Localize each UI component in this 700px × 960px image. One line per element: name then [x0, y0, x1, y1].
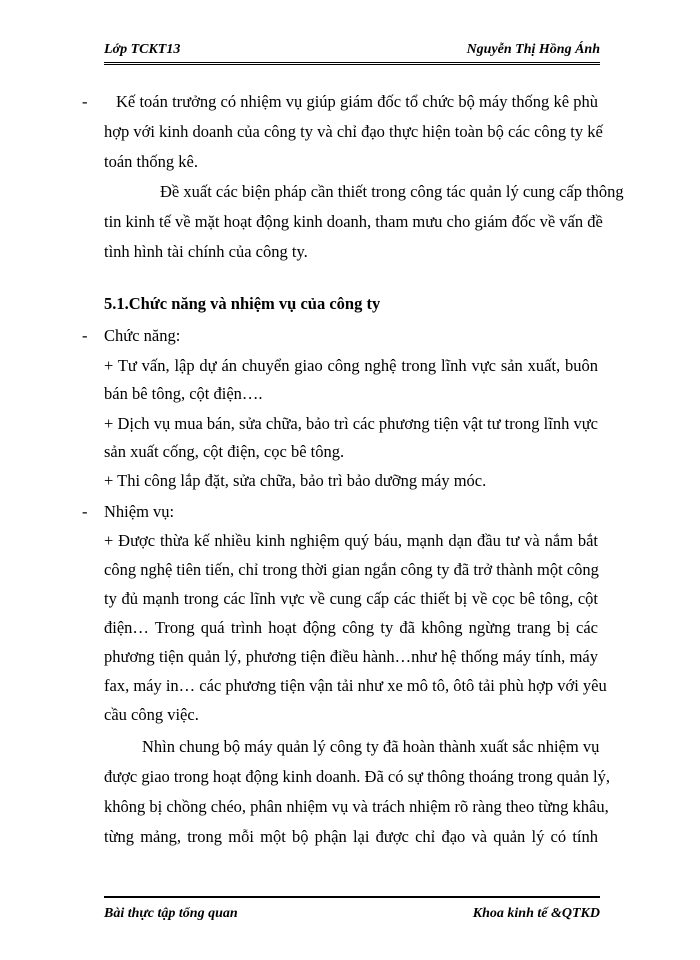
duties-label: Nhiệm vụ:	[104, 502, 175, 521]
bullet-dash: -	[82, 502, 88, 521]
page-footer	[104, 896, 600, 922]
paragraph-line: toán thống kê.	[104, 152, 198, 171]
paragraph-line: được giao trong hoạt động kinh doanh. Đã có sự thông thoáng trong quản lý,	[104, 767, 610, 786]
paragraph-line: tin kinh tế về mặt hoạt động kinh doanh, tham mưu cho giám đốc về vấn đề	[104, 212, 603, 231]
list-item-line: + Thi công lắp đặt, sửa chữa, bảo trì bảo dưỡng máy móc.	[104, 471, 487, 490]
list-item-line: cầu công việc.	[104, 705, 199, 724]
list-item-line: ty đủ mạnh trong các lĩnh vực về cung cấp các thiết bị về cọc bê tông, cột	[104, 589, 598, 608]
section-heading: 5.1.Chức năng và nhiệm vụ của công ty	[104, 294, 381, 313]
paragraph-line: Đề xuất các biện pháp cần thiết trong công tác quản lý cung cấp thông	[160, 182, 624, 201]
list-item-line: bán bê tông, cột điện….	[104, 384, 263, 403]
footer-department: Khoa kinh tế &QTKD	[472, 906, 600, 921]
paragraph-line: Kế toán trưởng có nhiệm vụ giúp giám đốc tổ chức bộ máy thống kê phù	[116, 92, 598, 111]
page-header	[104, 40, 600, 65]
header-class: Lớp TCKT13	[104, 42, 181, 57]
paragraph-line: hợp với kinh doanh của công ty và chỉ đạo thực hiện toàn bộ các công ty kế	[104, 122, 603, 141]
list-item-line: công nghệ tiên tiến, chỉ trong thời gian ngắn công ty đã trở thành một công	[104, 560, 599, 579]
paragraph-line: từng mảng, trong mỗi một bộ phận lại được chỉ đạo và quản lý có tính	[104, 827, 598, 846]
bullet-dash: -	[82, 326, 88, 345]
list-item-line: sản xuất cống, cột điện, cọc bê tông.	[104, 442, 345, 461]
list-item-line: fax, máy in… các phương tiện vận tải như xe mô tô, ôtô tải phù hợp với yêu	[104, 676, 607, 695]
paragraph-line: tình hình tài chính của công ty.	[104, 242, 308, 261]
header-author: Nguyễn Thị Hồng Ánh	[466, 42, 600, 57]
paragraph-line: Nhìn chung bộ máy quản lý công ty đã hoàn thành xuất sắc nhiệm vụ	[142, 737, 600, 756]
functions-label: Chức năng:	[104, 326, 181, 345]
footer-title: Bài thực tập tổng quan	[104, 906, 238, 921]
list-item-line: điện… Trong quá trình hoạt động công ty đã không ngừng trang bị các	[104, 618, 598, 637]
list-item-line: phương tiện quản lý, phương tiện điều hành…như hệ thống máy tính, máy	[104, 647, 598, 666]
list-item-line: + Dịch vụ mua bán, sửa chữa, bảo trì các phương tiện vật tư trong lĩnh vực	[104, 414, 598, 433]
list-item-line: + Tư vấn, lập dự án chuyển giao công nghệ trong lĩnh vực sản xuất, buôn	[104, 356, 598, 375]
list-item-line: + Được thừa kế nhiều kinh nghiệm quý báu, mạnh dạn đầu tư và nắm bắt	[104, 531, 598, 550]
paragraph-line: không bị chồng chéo, phân nhiệm vụ và trách nhiệm rõ ràng theo từng khâu,	[104, 797, 609, 816]
bullet-dash: -	[82, 92, 88, 111]
